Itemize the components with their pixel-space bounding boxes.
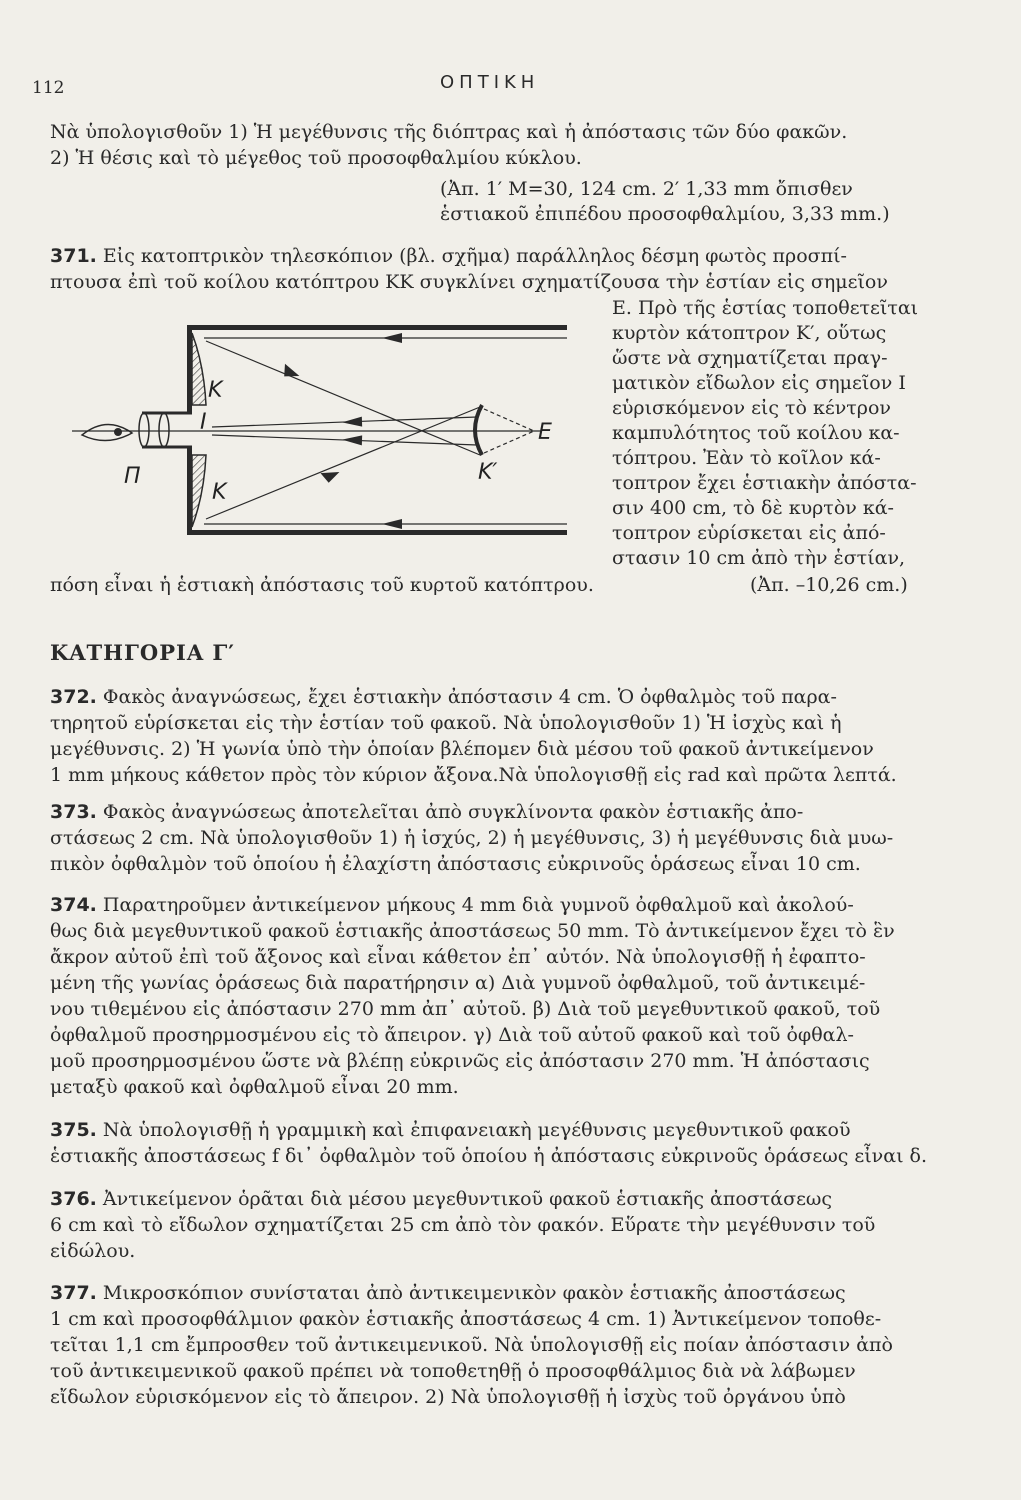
problem-text: Ἀντικείμενον ὁρᾶται διὰ μέσου μεγεθυντικοῦ φακοῦ ἑστιακῆς ἀποστάσεως (96, 1188, 833, 1210)
label-e: Ε (538, 420, 552, 445)
problem-374-line: μεταξὺ φακοῦ καὶ ὀφθαλμοῦ εἶναι 20 mm. (50, 1076, 459, 1098)
problem-376-line (50, 1187, 970, 1211)
label-k-bottom: Κ (212, 480, 227, 505)
problem-text: Φακὸς ἀναγνώσεως, ἔχει ἑστιακὴν ἀπόστασιν 4 cm. Ὁ ὀφθαλμὸς τοῦ παρα- (96, 686, 837, 708)
problem-text: Εἰς κατοπτρικὸν τηλεσκόπιον (βλ. σχῆμα) παράλληλος δέσμη φωτὸς προσπί- (96, 245, 847, 267)
arrow-head (342, 417, 362, 428)
page-number: 112 (32, 78, 65, 98)
running-title: ΟΠΤΙΚΗ (440, 72, 540, 93)
side-text-line: καμπυλότητος τοῦ κοίλου κα- (612, 422, 900, 444)
problem-376-line: εἰδώλου. (50, 1240, 136, 1262)
side-text-line: Ε. Πρὸ τῆς ἑστίας τοποθετεῖται (612, 297, 919, 319)
problem-375-line: ἑστιακῆς ἀποστάσεως f δι᾽ ὀφθαλμὸν τοῦ ὁποίου ἡ ἀπόστασις εὐκρινοῦς ὁράσεως εἶναι δ. (50, 1145, 928, 1167)
text-line: Νὰ ὑπολογισθοῦν 1) Ἡ μεγέθυνσις τῆς διόπτρας καὶ ἡ ἀπόστασις τῶν δύο φακῶν. (50, 121, 848, 143)
answer-line: (Ἀπ. –10,26 cm.) (750, 574, 908, 596)
problem-371-line (50, 244, 970, 268)
problem-374-line: θως διὰ μεγεθυντικοῦ φακοῦ ἑστιακῆς ἀποστάσεως 50 mm. Τὸ ἀντικείμενον ἔχει τὸ ἓν (50, 920, 895, 942)
problem-374-line: μένη τῆς γωνίας ὁράσεως διὰ παρατήρησιν α) Διὰ γυμνοῦ ὀφθαλμοῦ, τοῦ ἀντικειμέ- (50, 972, 866, 994)
dashed-ray-upper (484, 409, 534, 431)
concave-mirror-upper (192, 333, 206, 405)
label-i: Ι (200, 410, 207, 435)
problem-374-line: μοῦ προσηρμοσμένου ὥστε νὰ βλέπῃ εὐκρινῶς εἰς ἀπόστασιν 270 mm. Ἡ ἀπόστασις (50, 1050, 870, 1072)
problem-372-line: μεγέθυνσις. 2) Ἡ γωνία ὑπὸ τὴν ὁποίαν βλέπομεν διὰ μέσου τοῦ φακοῦ ἀντικείμενον (50, 738, 874, 760)
problem-number: 373. (50, 801, 97, 823)
tube-top-wall (187, 325, 567, 330)
eye-pupil (114, 428, 122, 436)
problem-372-line: τηρητοῦ εὑρίσκεται εἰς τὴν ἑστίαν τοῦ φακοῦ. Νὰ ὑπολογισθοῦν 1) Ἡ ἰσχὺς καὶ ἡ (50, 712, 842, 734)
tube-bottom-wall (187, 530, 567, 535)
problem-372-line: 1 mm μήκους κάθετον πρὸς τὸν κύριον ἄξονα.Νὰ ὑπολογισθῇ εἰς rad καὶ πρῶτα λεπτά. (50, 764, 897, 786)
side-text-line: ματικὸν εἴδωλον εἰς σημεῖον Ι (612, 372, 906, 394)
problem-374-line: νου τιθεμένου εἰς ἀπόστασιν 270 mm ἀπ᾽ αὐτοῦ. β) Διὰ τοῦ μεγεθυντικοῦ φακοῦ, τοῦ (50, 998, 881, 1020)
eyepiece-lens-2 (159, 413, 169, 447)
problem-377-line: 1 cm καὶ προσοφθάλμιον φακὸν ἑστιακῆς ἀποστάσεως 4 cm. 1) Ἀντικείμενον τοποθε- (50, 1308, 882, 1330)
problem-text: Παρατηροῦμεν ἀντικείμενον μήκους 4 mm διὰ γυμνοῦ ὀφθαλμοῦ καὶ ἀκολού- (96, 894, 854, 916)
arrow-head (320, 466, 341, 484)
arrow-head (342, 435, 362, 446)
problem-373-line: στάσεως 2 cm. Νὰ ὑπολογισθοῦν 1) ἡ ἰσχύς, 2) ἡ μεγέθυνσις, 3) ἡ μεγέθυνσις διὰ μυω- (50, 827, 894, 849)
side-text-line: κυρτὸν κάτοπτρον Κ′, οὕτως (612, 322, 887, 344)
problem-number: 375. (50, 1119, 97, 1141)
problem-374-line: ἄκρον αὐτοῦ ἐπὶ τοῦ ἄξονος καὶ εἶναι κάθετον ἐπ᾽ αὐτόν. Νὰ ὑπολογισθῇ ἡ ἐφαπτο- (50, 946, 866, 968)
problem-number: 374. (50, 894, 97, 916)
problem-number: 372. (50, 686, 97, 708)
problem-text: Νὰ ὑπολογισθῇ ἡ γραμμικὴ καὶ ἐπιφανειακὴ μεγέθυνσις μεγεθυντικοῦ φακοῦ (96, 1119, 851, 1141)
telescope-diagram (72, 305, 582, 560)
convex-mirror (475, 405, 482, 455)
side-text-line: εὑρισκόμενον εἰς τὸ κέντρον (612, 397, 891, 419)
problem-373-line: πικὸν ὀφθαλμὸν τοῦ ὁποίου ἡ ἐλαχίστη ἀπόστασις εὐκρινοῦς ὁράσεως εἶναι 10 cm. (50, 853, 861, 875)
label-p: Π (124, 464, 141, 489)
answer-line: ἑστιακοῦ ἐπιπέδου προσοφθαλμίου, 3,33 mm.) (440, 203, 890, 225)
eye-icon (82, 424, 132, 440)
answer-line: (Ἀπ. 1′ M=30, 124 cm. 2′ 1,33 mm ὄπισθεν (440, 178, 853, 200)
side-text-line: στασιν 10 cm ἀπὸ τὴν ἑστίαν, (612, 547, 906, 569)
problem-376-line: 6 cm καὶ τὸ εἴδωλον σχηματίζεται 25 cm ἀπὸ τὸν φακόν. Εὕρατε τὴν μεγέθυνσιν τοῦ (50, 1214, 876, 1236)
arrow-head (382, 519, 402, 529)
problem-374-line: ὀφθαλμοῦ προσηρμοσμένου εἰς τὸ ἄπειρον. γ) Διὰ τοῦ αὐτοῦ φακοῦ καὶ τοῦ ὀφθαλ- (50, 1024, 854, 1046)
concave-mirror-lower (192, 455, 206, 527)
problem-374-line (50, 893, 970, 917)
eyepiece-lens-1 (139, 413, 149, 447)
label-k-top: Κ (208, 378, 223, 403)
reflected-ray-upper (206, 341, 480, 455)
problem-377-line: τεῖται 1,1 cm ἔμπροσθεν τοῦ ἀντικειμενικοῦ. Νὰ ὑπολογισθῇ εἰς ποίαν ἀπόστασιν ἀπὸ (50, 1334, 893, 1356)
reflected-ray-lower (206, 407, 480, 519)
problem-number: 377. (50, 1282, 97, 1304)
side-text-line: σιν 400 cm, τὸ δὲ κυρτὸν κά- (612, 497, 894, 519)
problem-375-line (50, 1118, 970, 1142)
problem-377-line: εἴδωλον εὑρισκόμενον εἰς τὸ ἄπειρον. 2) Νὰ ὑπολογισθῇ ἡ ἰσχὺς τοῦ ὀργάνου ὑπὸ (50, 1386, 846, 1408)
problem-text: Φακὸς ἀναγνώσεως ἀποτελεῖται ἀπὸ συγκλίνοντα φακὸν ἑστιακῆς ἀπο- (96, 801, 804, 823)
problem-text: Μικροσκόπιον συνίσταται ἀπὸ ἀντικειμενικὸν φακὸν ἑστιακῆς ἀποστάσεως (96, 1282, 846, 1304)
problem-372-line (50, 685, 970, 709)
label-k-prime: Κ′ (478, 460, 498, 485)
problem-371-line: πόση εἶναι ἡ ἑστιακὴ ἀπόστασις τοῦ κυρτοῦ κατόπτρου. (50, 574, 594, 596)
problem-377-line: τοῦ ἀντικειμενικοῦ φακοῦ πρέπει νὰ τοποθετηθῇ ὁ προσοφθάλμιος διὰ νὰ λάβωμεν (50, 1360, 856, 1382)
category-heading: ΚΑΤΗΓΟΡΙΑ Γ′ (50, 640, 235, 665)
side-text-line: ὥστε νὰ σχηματίζεται πραγ- (612, 347, 888, 369)
problem-number: 371. (50, 245, 97, 267)
problem-373-line (50, 800, 970, 824)
problem-number: 376. (50, 1188, 97, 1210)
side-text-line: τόπτρου. Ἐὰν τὸ κοῖλον κά- (612, 447, 881, 469)
arrow-head (382, 333, 402, 343)
side-text-line: τοπτρον εὑρίσκεται εἰς ἀπό- (612, 522, 886, 544)
problem-377-line (50, 1281, 970, 1305)
problem-371-line: πτουσα ἐπὶ τοῦ κοίλου κατόπτρου ΚΚ συγκλίνει σχηματίζουσα τὴν ἑστίαν εἰς σημεῖον (50, 271, 888, 293)
side-text-line: τοπτρον ἔχει ἑστιακὴν ἀπόστα- (612, 472, 917, 494)
dashed-ray-lower (484, 431, 534, 453)
text-line: 2) Ἡ θέσις καὶ τὸ μέγεθος τοῦ προσοφθαλμίου κύκλου. (50, 147, 582, 169)
